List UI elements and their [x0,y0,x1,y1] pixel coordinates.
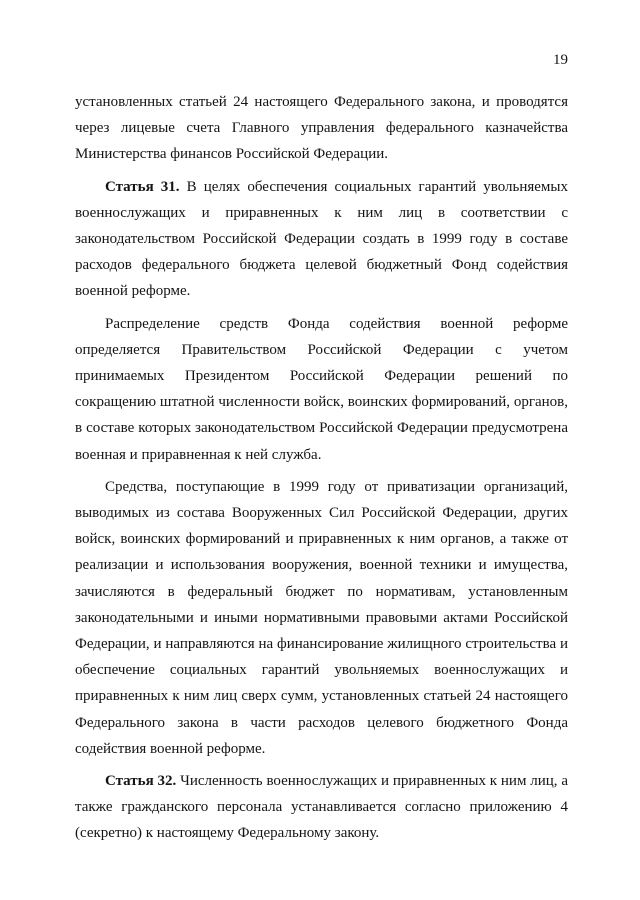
paragraph-article-32 [75,768,568,847]
paragraph-text: В целях обеспечения социальных гарантий увольняемых военнослужащих и приравненных к ним лиц в соответствии с законодательством Российской Федерации создать в 1999 году в составе расходов федерального бюджета целевой бюджетный Фонд содействия военной реформе. [75,178,568,300]
paragraph-distribution [75,311,568,468]
article-31-label: Статья 31. [105,178,180,195]
paragraph-text: Распределение средств Фонда содействия военной реформе определяется Правительством Российской Федерации с учетом принимаемых Президентом Российской Федерации решений по сокращению штатной численности войск, воинских формирований, органов, в составе которых законодательством Российской Федерации предусмотрена военная и приравненная к ней служба. [75,315,568,463]
paragraph-continuation [75,89,568,168]
paragraph-text: Средства, поступающие в 1999 году от приватизации организаций, выводимых из состава Вооруженных Сил Российской Федерации, других войск, воинских формирований и приравненных к ним органов, а также от реализации и использования вооружения, военной техники и имущества, зачисляются в федеральный бюджет по нормативам, установленным законодательными и иными нормативными правовыми актами Российской Федерации, и направляются на финансирование жилищного строительства и обеспечение социальных гарантий увольняемых военнослужащих и приравненных к ним лиц сверх сумм, установленных статьей 24 настоящего Федерального закона в части расходов целевого бюджетного Фонда содействия военной реформе. [75,478,568,757]
article-32-label: Статья 32. [105,773,177,790]
paragraph-article-31 [75,174,568,305]
paragraph-funds [75,474,568,762]
document-body [75,89,568,853]
page-number: 19 [553,52,568,68]
paragraph-text: Численность военнослужащих и приравненных к ним лиц, а также гражданского персонала устанавливается согласно приложению 4 (секретно) к настоящему Федеральному закону. [75,773,569,842]
paragraph-text: установленных статьей 24 настоящего Федерального закона, и проводятся через лицевые счета Главного управления федерального казначейства Министерства финансов Российской Федерации. [75,94,568,163]
